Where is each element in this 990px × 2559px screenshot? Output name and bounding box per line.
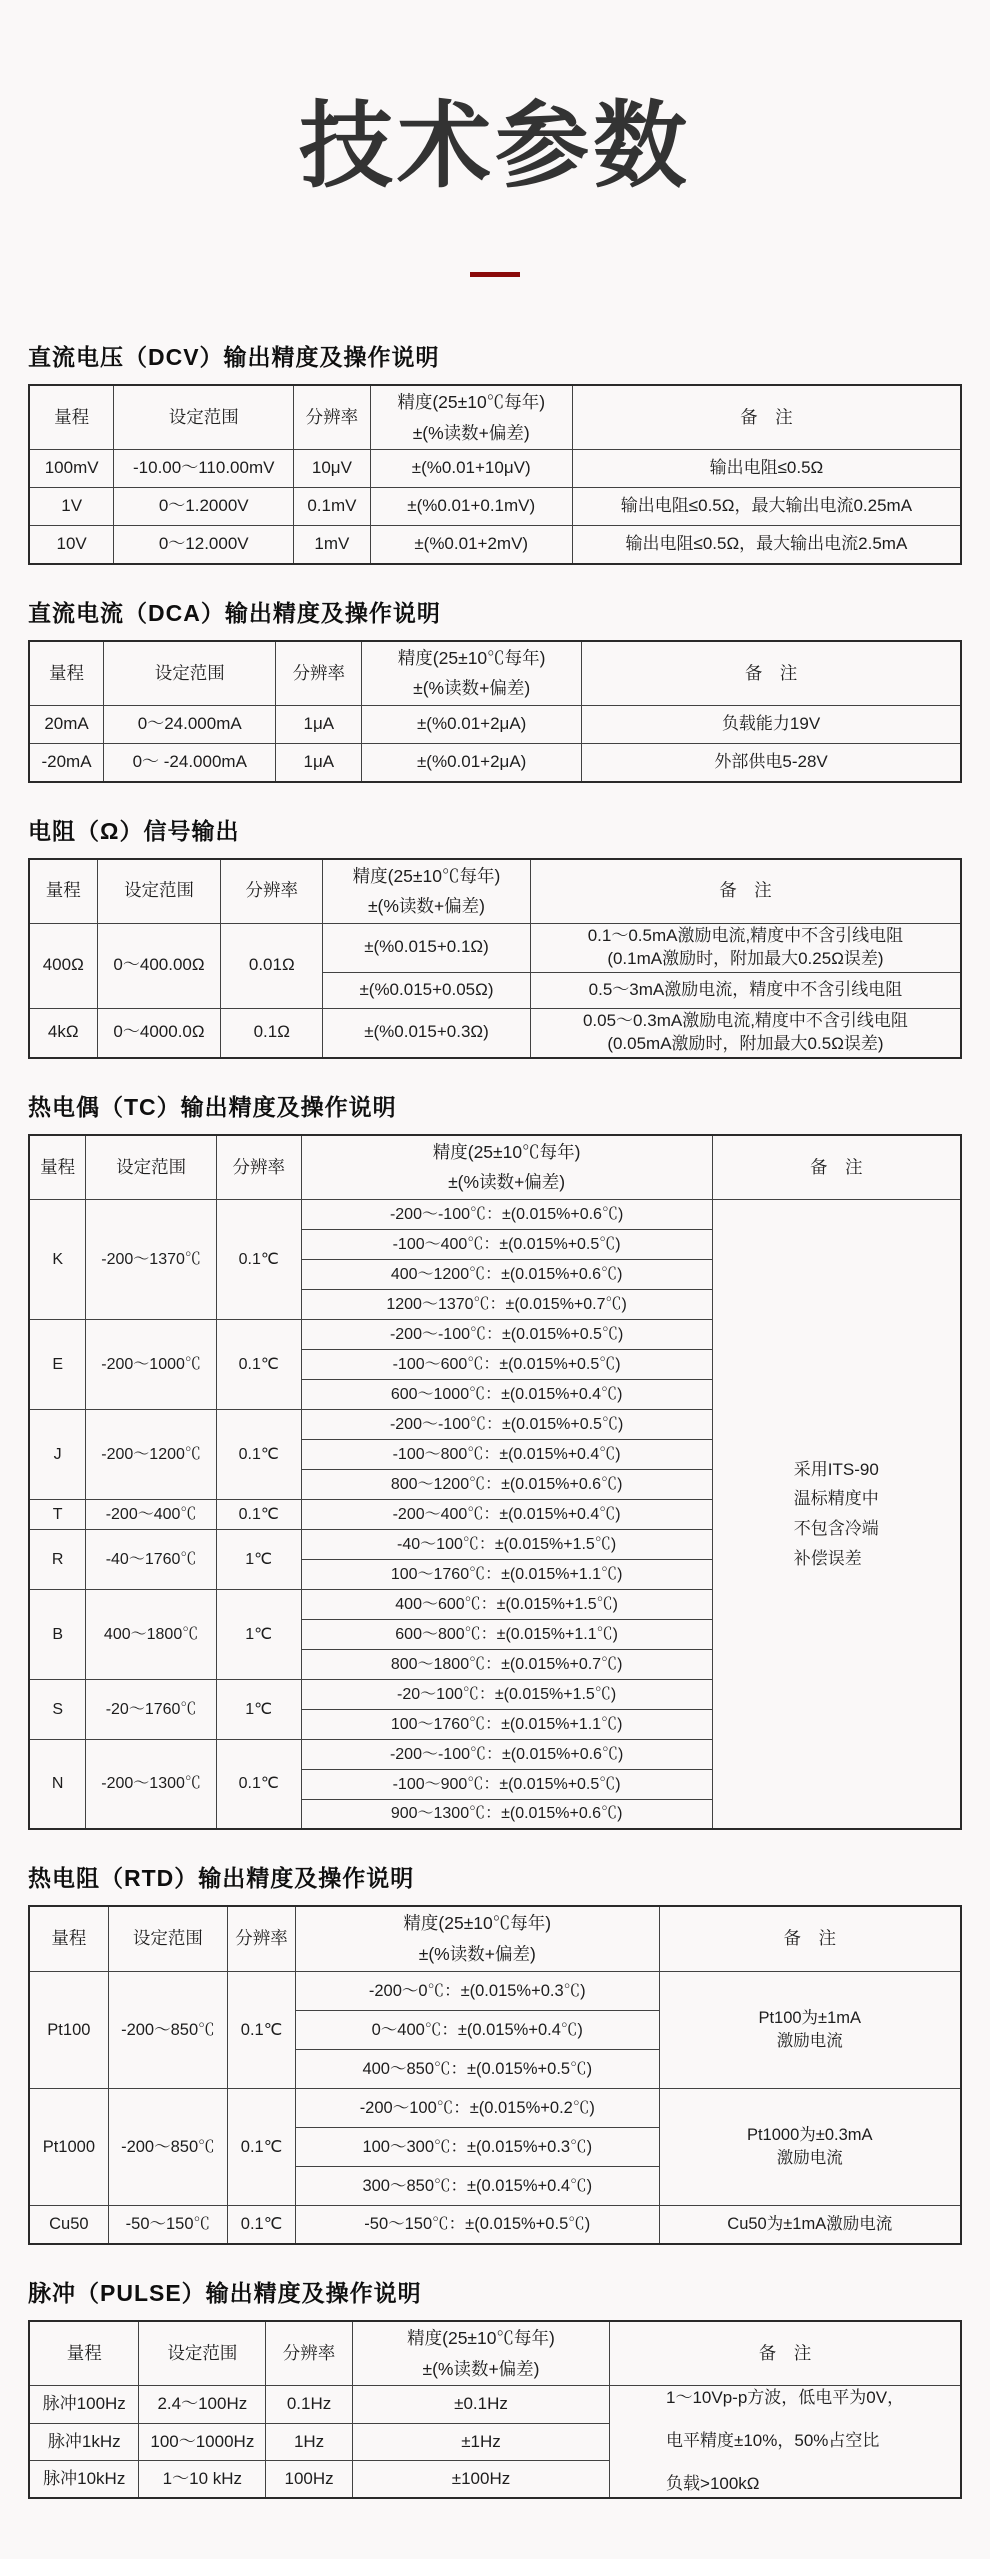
set-range-cell: 100～1000Hz — [139, 2423, 266, 2460]
note-block — [666, 2387, 904, 2496]
resolution-cell: 0.1℃ — [228, 2205, 296, 2244]
accuracy-cell: 100～1760℃：±(0.015%+1.1℃) — [301, 1559, 712, 1589]
table-row — [29, 450, 961, 488]
note-cell: 输出电阻≤0.5Ω — [572, 450, 961, 488]
col-header-accuracy — [352, 2321, 609, 2386]
note-line: Pt1000为±0.3mA — [746, 2126, 873, 2145]
range-cell: Pt100 — [29, 1971, 108, 2088]
set-range-cell: 0～24.000mA — [104, 706, 276, 744]
accuracy-header-line: ±(%读数+偏差) — [448, 1172, 566, 1193]
resolution-cell: 0.1℃ — [228, 1971, 296, 2088]
section-pulse — [28, 2275, 962, 2499]
section-heading-ohm: 电阻（Ω）信号输出 — [28, 817, 240, 844]
accuracy-cell: 400～1200℃：±(0.015%+0.6℃) — [301, 1259, 712, 1289]
range-cell: 1V — [29, 488, 114, 526]
accuracy-cell: 400～600℃：±(0.015%+1.5℃) — [301, 1589, 712, 1619]
table-row — [29, 2088, 961, 2127]
set-range-cell: 1～10 kHz — [139, 2461, 266, 2498]
accuracy-cell: ±(%0.01+2mV) — [370, 526, 572, 564]
set-range-cell: -20～1760℃ — [86, 1679, 216, 1739]
range-cell: -20mA — [29, 744, 104, 782]
resolution-cell: 0.1Hz — [266, 2386, 353, 2423]
accuracy-cell: ±(%0.015+0.3Ω) — [323, 1008, 531, 1057]
col-header-accuracy — [370, 385, 572, 450]
accuracy-header-line: 精度(25±10℃每年) — [403, 1913, 552, 1934]
range-cell: J — [29, 1409, 86, 1499]
accuracy-cell: -100～800℃：±(0.015%+0.4℃) — [301, 1439, 712, 1469]
note-line: 电平精度±10%，50%占空比 — [666, 2431, 880, 2451]
title-accent-dash — [470, 272, 520, 277]
rtd-table — [28, 1905, 962, 2245]
ohm-table — [28, 858, 962, 1059]
accuracy-cell: -200～0℃：±(0.015%+0.3℃) — [296, 1971, 659, 2010]
resolution-cell: 10μV — [294, 450, 370, 488]
col-header-resolution: 分辨率 — [266, 2321, 353, 2386]
range-cell: 100mV — [29, 450, 114, 488]
accuracy-cell: ±(%0.01+0.1mV) — [370, 488, 572, 526]
set-range-cell: 0～1.2000V — [114, 488, 294, 526]
col-header-note: 备 注 — [572, 385, 961, 450]
col-header-range: 量程 — [29, 2321, 139, 2386]
accuracy-header-line: ±(%读数+偏差) — [367, 896, 485, 917]
section-heading-pulse: 脉冲（PULSE）输出精度及操作说明 — [28, 2280, 422, 2307]
table-row — [29, 1008, 961, 1057]
col-header-accuracy — [301, 1135, 712, 1200]
range-cell: Cu50 — [29, 2205, 108, 2244]
resolution-cell: 1mV — [294, 526, 370, 564]
accuracy-cell: ±100Hz — [352, 2461, 609, 2498]
set-range-cell: 400～1800℃ — [86, 1589, 216, 1679]
accuracy-cell: -200～100℃：±(0.015%+0.2℃) — [296, 2088, 659, 2127]
col-header-range: 量程 — [29, 1135, 86, 1200]
note-cell — [530, 923, 961, 972]
set-range-cell: 0～4000.0Ω — [97, 1008, 221, 1057]
accuracy-cell: 100～1760℃：±(0.015%+1.1℃) — [301, 1709, 712, 1739]
range-cell: 20mA — [29, 706, 104, 744]
col-header-set-range: 设定范围 — [108, 1906, 227, 1971]
resolution-cell: 0.1℃ — [216, 1409, 301, 1499]
col-header-range: 量程 — [29, 385, 114, 450]
range-cell: T — [29, 1499, 86, 1529]
resolution-cell: 100Hz — [266, 2461, 353, 2498]
table-header-row — [29, 1135, 961, 1200]
resolution-cell: 0.1℃ — [228, 2088, 296, 2205]
accuracy-cell: -100～900℃：±(0.015%+0.5℃) — [301, 1769, 712, 1799]
resolution-cell: 0.1℃ — [216, 1499, 301, 1529]
note-cell: Cu50为±1mA激励电流 — [659, 2205, 961, 2244]
set-range-cell: -200～1300℃ — [86, 1739, 216, 1829]
accuracy-cell: 0～400℃：±(0.015%+0.4℃) — [296, 2010, 659, 2049]
set-range-cell: 0～ -24.000mA — [104, 744, 276, 782]
tc-table — [28, 1134, 962, 1831]
accuracy-cell: -200～-100℃：±(0.015%+0.6℃) — [301, 1199, 712, 1229]
col-header-note: 备 注 — [582, 641, 961, 706]
col-header-resolution: 分辨率 — [294, 385, 370, 450]
col-header-accuracy — [323, 859, 531, 924]
resolution-cell: 0.01Ω — [221, 923, 323, 1008]
note-cell: 负载能力19V — [582, 706, 961, 744]
note-line: 激励电流 — [776, 2031, 843, 2050]
range-cell: R — [29, 1529, 86, 1589]
accuracy-cell: ±(%0.01+10μV) — [370, 450, 572, 488]
col-header-accuracy — [296, 1906, 659, 1971]
col-header-note: 备 注 — [659, 1906, 961, 1971]
col-header-set-range: 设定范围 — [139, 2321, 266, 2386]
accuracy-cell: 800～1800℃：±(0.015%+0.7℃) — [301, 1649, 712, 1679]
note-cell — [659, 2088, 961, 2205]
accuracy-cell: ±(%0.01+2μA) — [362, 744, 582, 782]
set-range-cell: 0～12.000V — [114, 526, 294, 564]
set-range-cell: 2.4～100Hz — [139, 2386, 266, 2423]
accuracy-cell: 600～1000℃：±(0.015%+0.4℃) — [301, 1379, 712, 1409]
note-line: 不包含冷端 — [793, 1519, 879, 1539]
note-line: 采用ITS-90 — [793, 1459, 879, 1479]
accuracy-cell: 900～1300℃：±(0.015%+0.6℃) — [301, 1799, 712, 1829]
accuracy-cell: -20～100℃：±(0.015%+1.5℃) — [301, 1679, 712, 1709]
accuracy-cell: 300～850℃：±(0.015%+0.4℃) — [296, 2166, 659, 2205]
table-row — [29, 706, 961, 744]
accuracy-header-line: ±(%读数+偏差) — [422, 2358, 540, 2379]
note-line: 0.5～3mA激励电流，精度中不含引线电阻 — [588, 979, 903, 999]
col-header-set-range: 设定范围 — [86, 1135, 216, 1200]
table-header-row — [29, 385, 961, 450]
col-header-resolution: 分辨率 — [221, 859, 323, 924]
accuracy-cell: -50～150℃：±(0.015%+0.5℃) — [296, 2205, 659, 2244]
resolution-cell: 0.1℃ — [216, 1319, 301, 1409]
set-range-cell: -200～1000℃ — [86, 1319, 216, 1409]
section-tc — [28, 1089, 962, 1831]
section-dca — [28, 595, 962, 783]
accuracy-cell: 1200～1370℃：±(0.015%+0.7℃) — [301, 1289, 712, 1319]
col-header-resolution: 分辨率 — [276, 641, 362, 706]
set-range-cell: -200～400℃ — [86, 1499, 216, 1529]
table-header-row — [29, 641, 961, 706]
note-line: 负载>100kΩ — [666, 2474, 760, 2494]
section-heading-tc: 热电偶（TC）输出精度及操作说明 — [28, 1093, 397, 1120]
accuracy-header-line: ±(%读数+偏差) — [412, 422, 530, 443]
accuracy-cell: -200～-100℃：±(0.015%+0.5℃) — [301, 1409, 712, 1439]
col-header-range: 量程 — [29, 859, 97, 924]
note-line: 1～10Vp-p方波，低电平为0V， — [666, 2388, 905, 2408]
col-header-set-range: 设定范围 — [97, 859, 221, 924]
note-line: Pt100为±1mA — [758, 2009, 862, 2028]
note-cell — [712, 1199, 961, 1829]
col-header-accuracy — [362, 641, 582, 706]
note-line: 温标精度中 — [793, 1489, 879, 1509]
accuracy-header-line: 精度(25±10℃每年) — [397, 392, 546, 413]
range-cell: B — [29, 1589, 86, 1679]
set-range-cell: -40～1760℃ — [86, 1529, 216, 1589]
set-range-cell: -200～1370℃ — [86, 1199, 216, 1319]
resolution-cell: 1μA — [276, 744, 362, 782]
spec-sheet — [0, 92, 990, 2499]
resolution-cell: 1℃ — [216, 1529, 301, 1589]
set-range-cell: -10.00～110.00mV — [114, 450, 294, 488]
note-cell — [659, 1971, 961, 2088]
accuracy-header-line: 精度(25±10℃每年) — [397, 647, 546, 668]
accuracy-cell: 400～850℃：±(0.015%+0.5℃) — [296, 2049, 659, 2088]
note-cell — [610, 2386, 961, 2498]
note-line: (0.05mA激励时，附加最大0.5Ω误差) — [607, 1033, 884, 1053]
note-line: 激励电流 — [776, 2148, 843, 2167]
range-cell: N — [29, 1739, 86, 1829]
pulse-table — [28, 2320, 962, 2499]
col-header-set-range: 设定范围 — [104, 641, 276, 706]
note-line: 补偿误差 — [793, 1548, 862, 1568]
col-header-note: 备 注 — [712, 1135, 961, 1200]
range-cell: 10V — [29, 526, 114, 564]
accuracy-header-line: ±(%读数+偏差) — [418, 1944, 536, 1965]
accuracy-cell: 800～1200℃：±(0.015%+0.6℃) — [301, 1469, 712, 1499]
section-dcv — [28, 339, 962, 565]
range-cell: 4kΩ — [29, 1008, 97, 1057]
set-range-cell: -200～850℃ — [108, 1971, 227, 2088]
accuracy-cell: -200～-100℃：±(0.015%+0.5℃) — [301, 1319, 712, 1349]
section-heading-rtd: 热电阻（RTD）输出精度及操作说明 — [28, 1865, 415, 1892]
col-header-set-range: 设定范围 — [114, 385, 294, 450]
set-range-cell: -50～150℃ — [108, 2205, 227, 2244]
accuracy-cell: ±(%0.015+0.1Ω) — [323, 923, 531, 972]
note-block — [794, 1455, 879, 1574]
section-heading-dca: 直流电流（DCA）输出精度及操作说明 — [28, 599, 441, 626]
accuracy-header-line: 精度(25±10℃每年) — [407, 2328, 555, 2349]
set-range-cell: 0～400.00Ω — [97, 923, 221, 1008]
table-row — [29, 2205, 961, 2244]
resolution-cell: 1℃ — [216, 1679, 301, 1739]
section-heading-dcv: 直流电压（DCV）输出精度及操作说明 — [28, 344, 440, 371]
accuracy-header-line: ±(%读数+偏差) — [413, 678, 531, 699]
accuracy-header-line: 精度(25±10℃每年) — [432, 1141, 581, 1162]
resolution-cell: 1℃ — [216, 1589, 301, 1679]
resolution-cell: 0.1mV — [294, 488, 370, 526]
note-line: 0.05～0.3mA激励电流,精度中不含引线电阻 — [582, 1010, 908, 1030]
set-range-cell: -200～850℃ — [108, 2088, 227, 2205]
col-header-note: 备 注 — [610, 2321, 961, 2386]
note-cell — [530, 972, 961, 1008]
dcv-table — [28, 384, 962, 565]
table-row — [29, 923, 961, 972]
range-cell: 脉冲1kHz — [29, 2423, 139, 2460]
table-row — [29, 1199, 961, 1229]
accuracy-cell: -200～400℃：±(0.015%+0.4℃) — [301, 1499, 712, 1529]
note-line: (0.1mA激励时，附加最大0.25Ω误差) — [607, 948, 884, 968]
page-title: 技术参数 — [298, 93, 691, 198]
accuracy-cell: 100～300℃：±(0.015%+0.3℃) — [296, 2127, 659, 2166]
table-row — [29, 744, 961, 782]
accuracy-cell: ±1Hz — [352, 2423, 609, 2460]
section-rtd — [28, 1860, 962, 2245]
range-cell: E — [29, 1319, 86, 1409]
table-header-row — [29, 1906, 961, 1971]
col-header-range: 量程 — [29, 641, 104, 706]
range-cell: 脉冲100Hz — [29, 2386, 139, 2423]
accuracy-cell: ±(%0.01+2μA) — [362, 706, 582, 744]
table-header-row — [29, 859, 961, 924]
accuracy-cell: -100～600℃：±(0.015%+0.5℃) — [301, 1349, 712, 1379]
resolution-cell: 1Hz — [266, 2423, 353, 2460]
note-cell: 外部供电5-28V — [582, 744, 961, 782]
accuracy-cell: -40～100℃：±(0.015%+1.5℃) — [301, 1529, 712, 1559]
col-header-note: 备 注 — [530, 859, 961, 924]
range-cell: K — [29, 1199, 86, 1319]
section-ohm — [28, 813, 962, 1059]
accuracy-header-line: 精度(25±10℃每年) — [352, 865, 501, 886]
note-cell — [530, 1008, 961, 1057]
accuracy-cell: 600～800℃：±(0.015%+1.1℃) — [301, 1619, 712, 1649]
resolution-cell: 0.1℃ — [216, 1199, 301, 1319]
table-row — [29, 2386, 961, 2423]
set-range-cell: -200～1200℃ — [86, 1409, 216, 1499]
dca-table — [28, 640, 962, 783]
note-cell: 输出电阻≤0.5Ω，最大输出电流2.5mA — [572, 526, 961, 564]
col-header-range: 量程 — [29, 1906, 108, 1971]
range-cell: 400Ω — [29, 923, 97, 1008]
note-line: 0.1～0.5mA激励电流,精度中不含引线电阻 — [587, 925, 904, 945]
range-cell: S — [29, 1679, 86, 1739]
accuracy-cell: ±0.1Hz — [352, 2386, 609, 2423]
range-cell: Pt1000 — [29, 2088, 108, 2205]
col-header-resolution: 分辨率 — [228, 1906, 296, 1971]
table-row — [29, 1971, 961, 2010]
accuracy-cell: -200～-100℃：±(0.015%+0.6℃) — [301, 1739, 712, 1769]
resolution-cell: 0.1℃ — [216, 1739, 301, 1829]
table-row — [29, 526, 961, 564]
resolution-cell: 1μA — [276, 706, 362, 744]
table-row — [29, 488, 961, 526]
col-header-resolution: 分辨率 — [216, 1135, 301, 1200]
note-cell: 输出电阻≤0.5Ω，最大输出电流0.25mA — [572, 488, 961, 526]
range-cell: 脉冲10kHz — [29, 2461, 139, 2498]
accuracy-cell: -100～400℃：±(0.015%+0.5℃) — [301, 1229, 712, 1259]
resolution-cell: 0.1Ω — [221, 1008, 323, 1057]
accuracy-cell: ±(%0.015+0.05Ω) — [323, 972, 531, 1008]
table-header-row — [29, 2321, 961, 2386]
